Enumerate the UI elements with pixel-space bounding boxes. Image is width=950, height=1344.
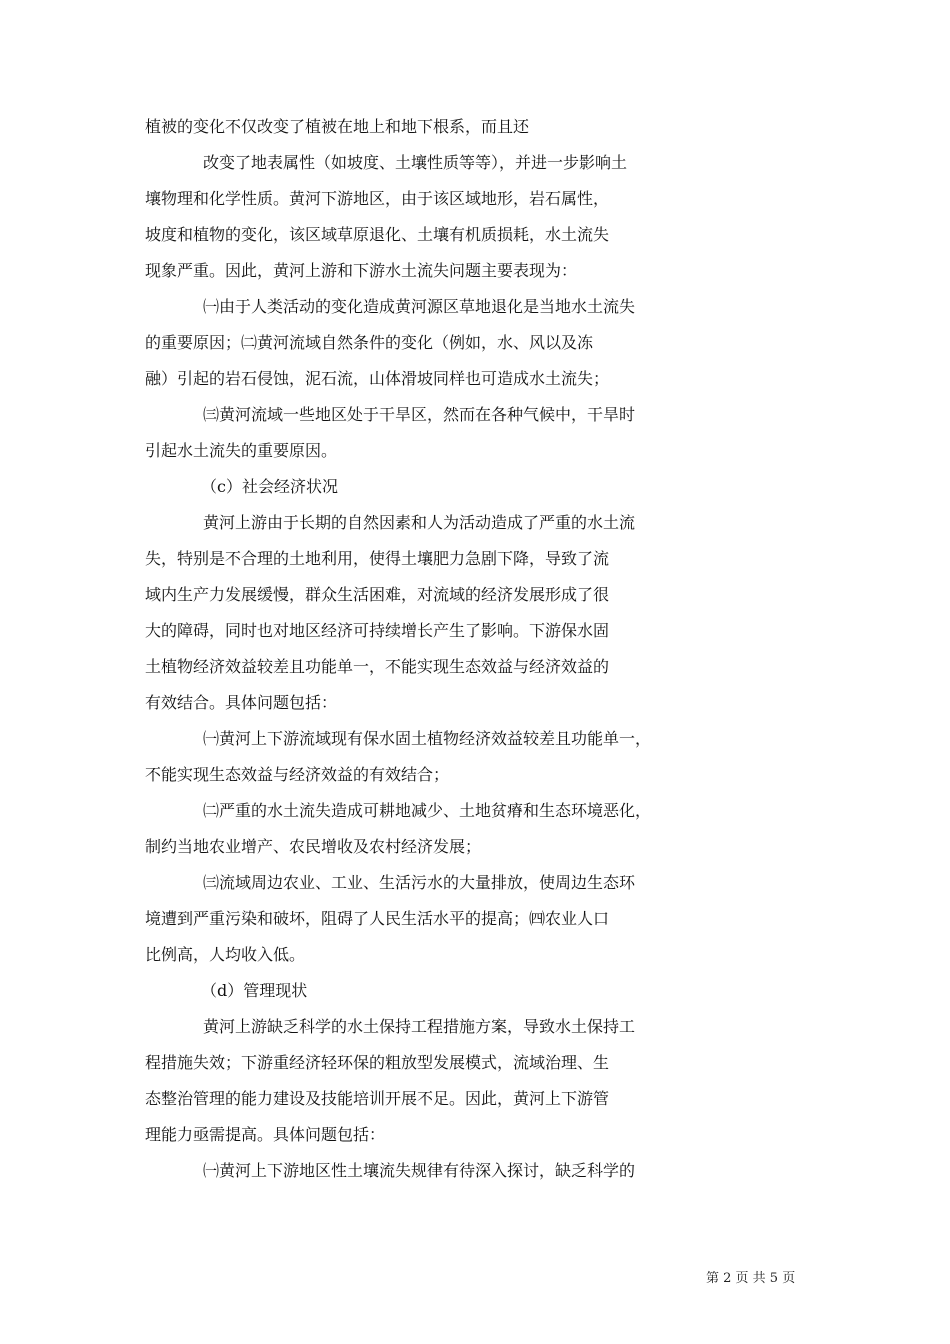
text-line: 壤物理和化学性质。黄河下游地区，由于该区域地形，岩石属性， [145,189,610,208]
text-line: 理能力亟需提高。具体问题包括： [145,1125,386,1144]
text-line: 现象严重。因此，黄河上游和下游水土流失问题主要表现为： [145,261,578,280]
text-line: 的重要原因；㈡黄河流域自然条件的变化（例如，水、风以及冻 [145,333,594,352]
text-line: 大的障碍，同时也对地区经济可持续增长产生了影响。下游保水固 [145,621,610,640]
text-line: 植被的变化不仅改变了植被在地上和地下根系，而且还 [145,117,530,136]
section-heading-d: （d）管理现状 [201,981,308,1000]
text-line: 土植物经济效益较差且功能单一，不能实现生态效益与经济效益的 [145,657,610,676]
text-line: ㈠由于人类活动的变化造成黄河源区草地退化是当地水土流失 [203,297,636,316]
text-line: 程措施失效；下游重经济轻环保的粗放型发展模式，流域治理、生 [145,1053,610,1072]
text-line: 态整治管理的能力建设及技能培训开展不足。因此，黄河上下游管 [145,1089,610,1108]
text-line: 黄河上游缺乏科学的水土保持工程措施方案，导致水土保持工 [203,1017,636,1036]
text-line: ㈠黄河上下游地区性土壤流失规律有待深入探讨，缺乏科学的 [203,1161,636,1180]
text-line: 融）引起的岩石侵蚀，泥石流，山体滑坡同样也可造成水土流失； [145,369,610,388]
text-line: 引起水土流失的重要原因。 [145,441,338,460]
text-line: 制约当地农业增产、农民增收及农村经济发展； [145,837,482,856]
text-line: 不能实现生态效益与经济效益的有效结合； [145,765,450,784]
text-line: ㈢流域周边农业、工业、生活污水的大量排放，使周边生态环 [203,873,636,892]
text-line: 坡度和植物的变化，该区域草原退化、土壤有机质损耗，水土流失 [145,225,610,244]
text-line: 境遭到严重污染和破坏，阻碍了人民生活水平的提高；㈣农业人口 [145,909,610,928]
text-line: 失，特别是不合理的土地利用，使得土壤肥力急剧下降，导致了流 [145,549,610,568]
text-line: 域内生产力发展缓慢，群众生活困难，对流域的经济发展形成了很 [145,585,610,604]
text-line: ㈡严重的水土流失造成可耕地减少、土地贫瘠和生态环境恶化， [203,801,652,820]
text-line: ㈠黄河上下游流域现有保水固土植物经济效益较差且功能单一， [203,729,652,748]
text-line: ㈢黄河流域一些地区处于干旱区，然而在各种气候中，干旱时 [203,405,636,424]
text-line: 改变了地表属性（如坡度、土壤性质等等），并进一步影响土 [203,153,628,172]
text-line: 黄河上游由于长期的自然因素和人为活动造成了严重的水土流 [203,513,636,532]
text-line: 有效结合。具体问题包括： [145,693,338,712]
text-line: 比例高，人均收入低。 [145,945,306,964]
section-heading-c: （c）社会经济状况 [201,477,338,496]
document-body [145,114,825,1194]
page-number-footer: 第 2 页 共 5 页 [706,1271,796,1286]
